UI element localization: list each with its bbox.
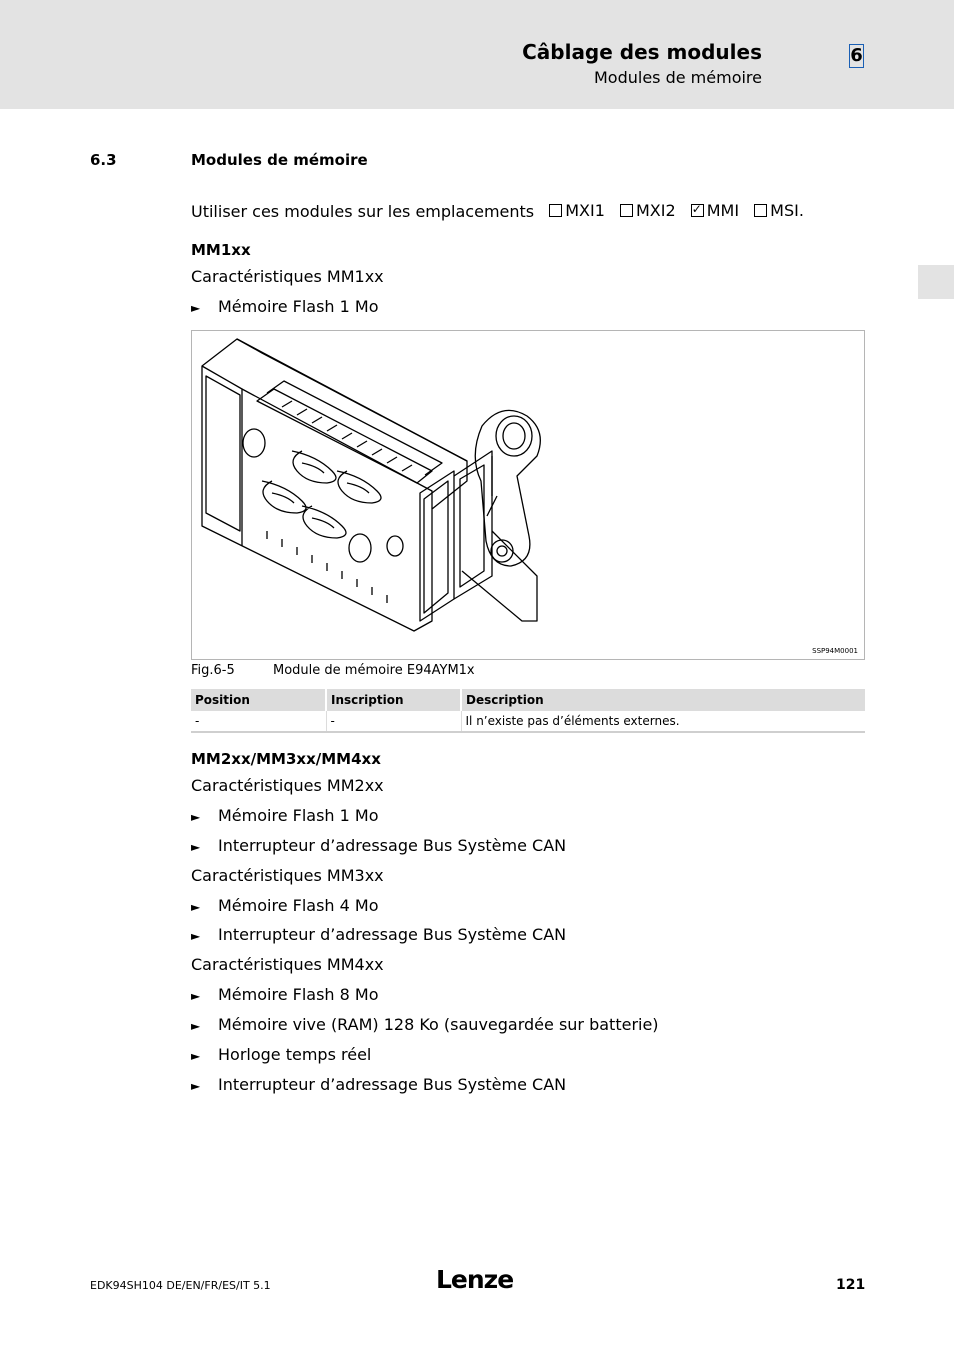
mm2-features-title: Caractéristiques MM2xx (191, 776, 384, 795)
list-item: ► Horloge temps réel (191, 1045, 372, 1064)
triangle-right-icon: ► (191, 1019, 201, 1033)
slot-usage-text: Utiliser ces modules sur les emplacements (191, 202, 535, 221)
column-header: Inscription (326, 689, 461, 711)
checkbox-empty-icon (549, 204, 562, 217)
chapter-subtitle: Modules de mémoire (593, 68, 762, 87)
list-item: ► Mémoire Flash 8 Mo (191, 985, 379, 1004)
checkbox-empty-icon (754, 204, 767, 217)
list-item: ► Interrupteur d’adressage Bus Système CAN (191, 1075, 567, 1094)
lenze-logo: Lenze (436, 1265, 514, 1294)
page-header (0, 0, 954, 109)
triangle-right-icon: ► (191, 1079, 201, 1093)
checkbox-empty-icon (620, 204, 633, 217)
figure-code: SSP94M0001 (812, 647, 858, 655)
chapter-side-tab (918, 265, 954, 299)
slot-msi: MSI. (754, 201, 804, 220)
footer-document-id: EDK94SH104 DE/EN/FR/ES/IT 5.1 (90, 1279, 271, 1292)
mm1-heading: MM1xx (191, 241, 251, 259)
table-cell: - (326, 711, 461, 732)
chapter-title: Câblage des modules (522, 40, 762, 64)
table-header-row (191, 689, 865, 711)
memory-module-illustration (192, 331, 864, 659)
mm4-features-title: Caractéristiques MM4xx (191, 955, 384, 974)
section-title: Modules de mémoire (191, 151, 368, 169)
module-figure (191, 330, 865, 660)
mm3-features-title: Caractéristiques MM3xx (191, 866, 384, 885)
column-header: Position (191, 689, 326, 711)
table-cell: - (191, 711, 326, 732)
list-item: ► Mémoire vive (RAM) 128 Ko (sauvegardée sur batterie) (191, 1015, 659, 1034)
table-cell: Il n’existe pas d’éléments externes. (461, 711, 865, 732)
triangle-right-icon: ► (191, 989, 201, 1003)
figure-caption-text: Module de mémoire E94AYM1x (273, 663, 475, 678)
triangle-right-icon: ► (191, 301, 201, 315)
list-item: ► Interrupteur d’adressage Bus Système CAN (191, 836, 567, 855)
mm2-heading: MM2xx/MM3xx/MM4xx (191, 750, 381, 768)
section-number: 6.3 (90, 151, 117, 169)
chapter-number-link[interactable]: 6 (850, 45, 863, 66)
legend-table (191, 689, 865, 733)
list-item: ► Mémoire Flash 1 Mo (191, 297, 379, 316)
checkbox-checked-icon (691, 204, 704, 217)
list-item: ► Mémoire Flash 1 Mo (191, 806, 379, 825)
triangle-right-icon: ► (191, 840, 201, 854)
figure-caption-number: Fig.6-5 (191, 663, 235, 678)
list-item: ► Interrupteur d’adressage Bus Système CAN (191, 925, 567, 944)
triangle-right-icon: ► (191, 1049, 201, 1063)
table-row (191, 711, 865, 732)
slot-mmi: ✓ MMI (691, 201, 739, 220)
slot-mxi1: MXI1 (549, 201, 605, 220)
slot-mxi2: MXI2 (620, 201, 676, 220)
mm1-features-title: Caractéristiques MM1xx (191, 267, 384, 286)
list-item: ► Mémoire Flash 4 Mo (191, 896, 379, 915)
triangle-right-icon: ► (191, 900, 201, 914)
slot-usage-line (191, 201, 804, 221)
triangle-right-icon: ► (191, 810, 201, 824)
page-number: 121 (836, 1277, 866, 1293)
triangle-right-icon: ► (191, 929, 201, 943)
column-header: Description (461, 689, 865, 711)
